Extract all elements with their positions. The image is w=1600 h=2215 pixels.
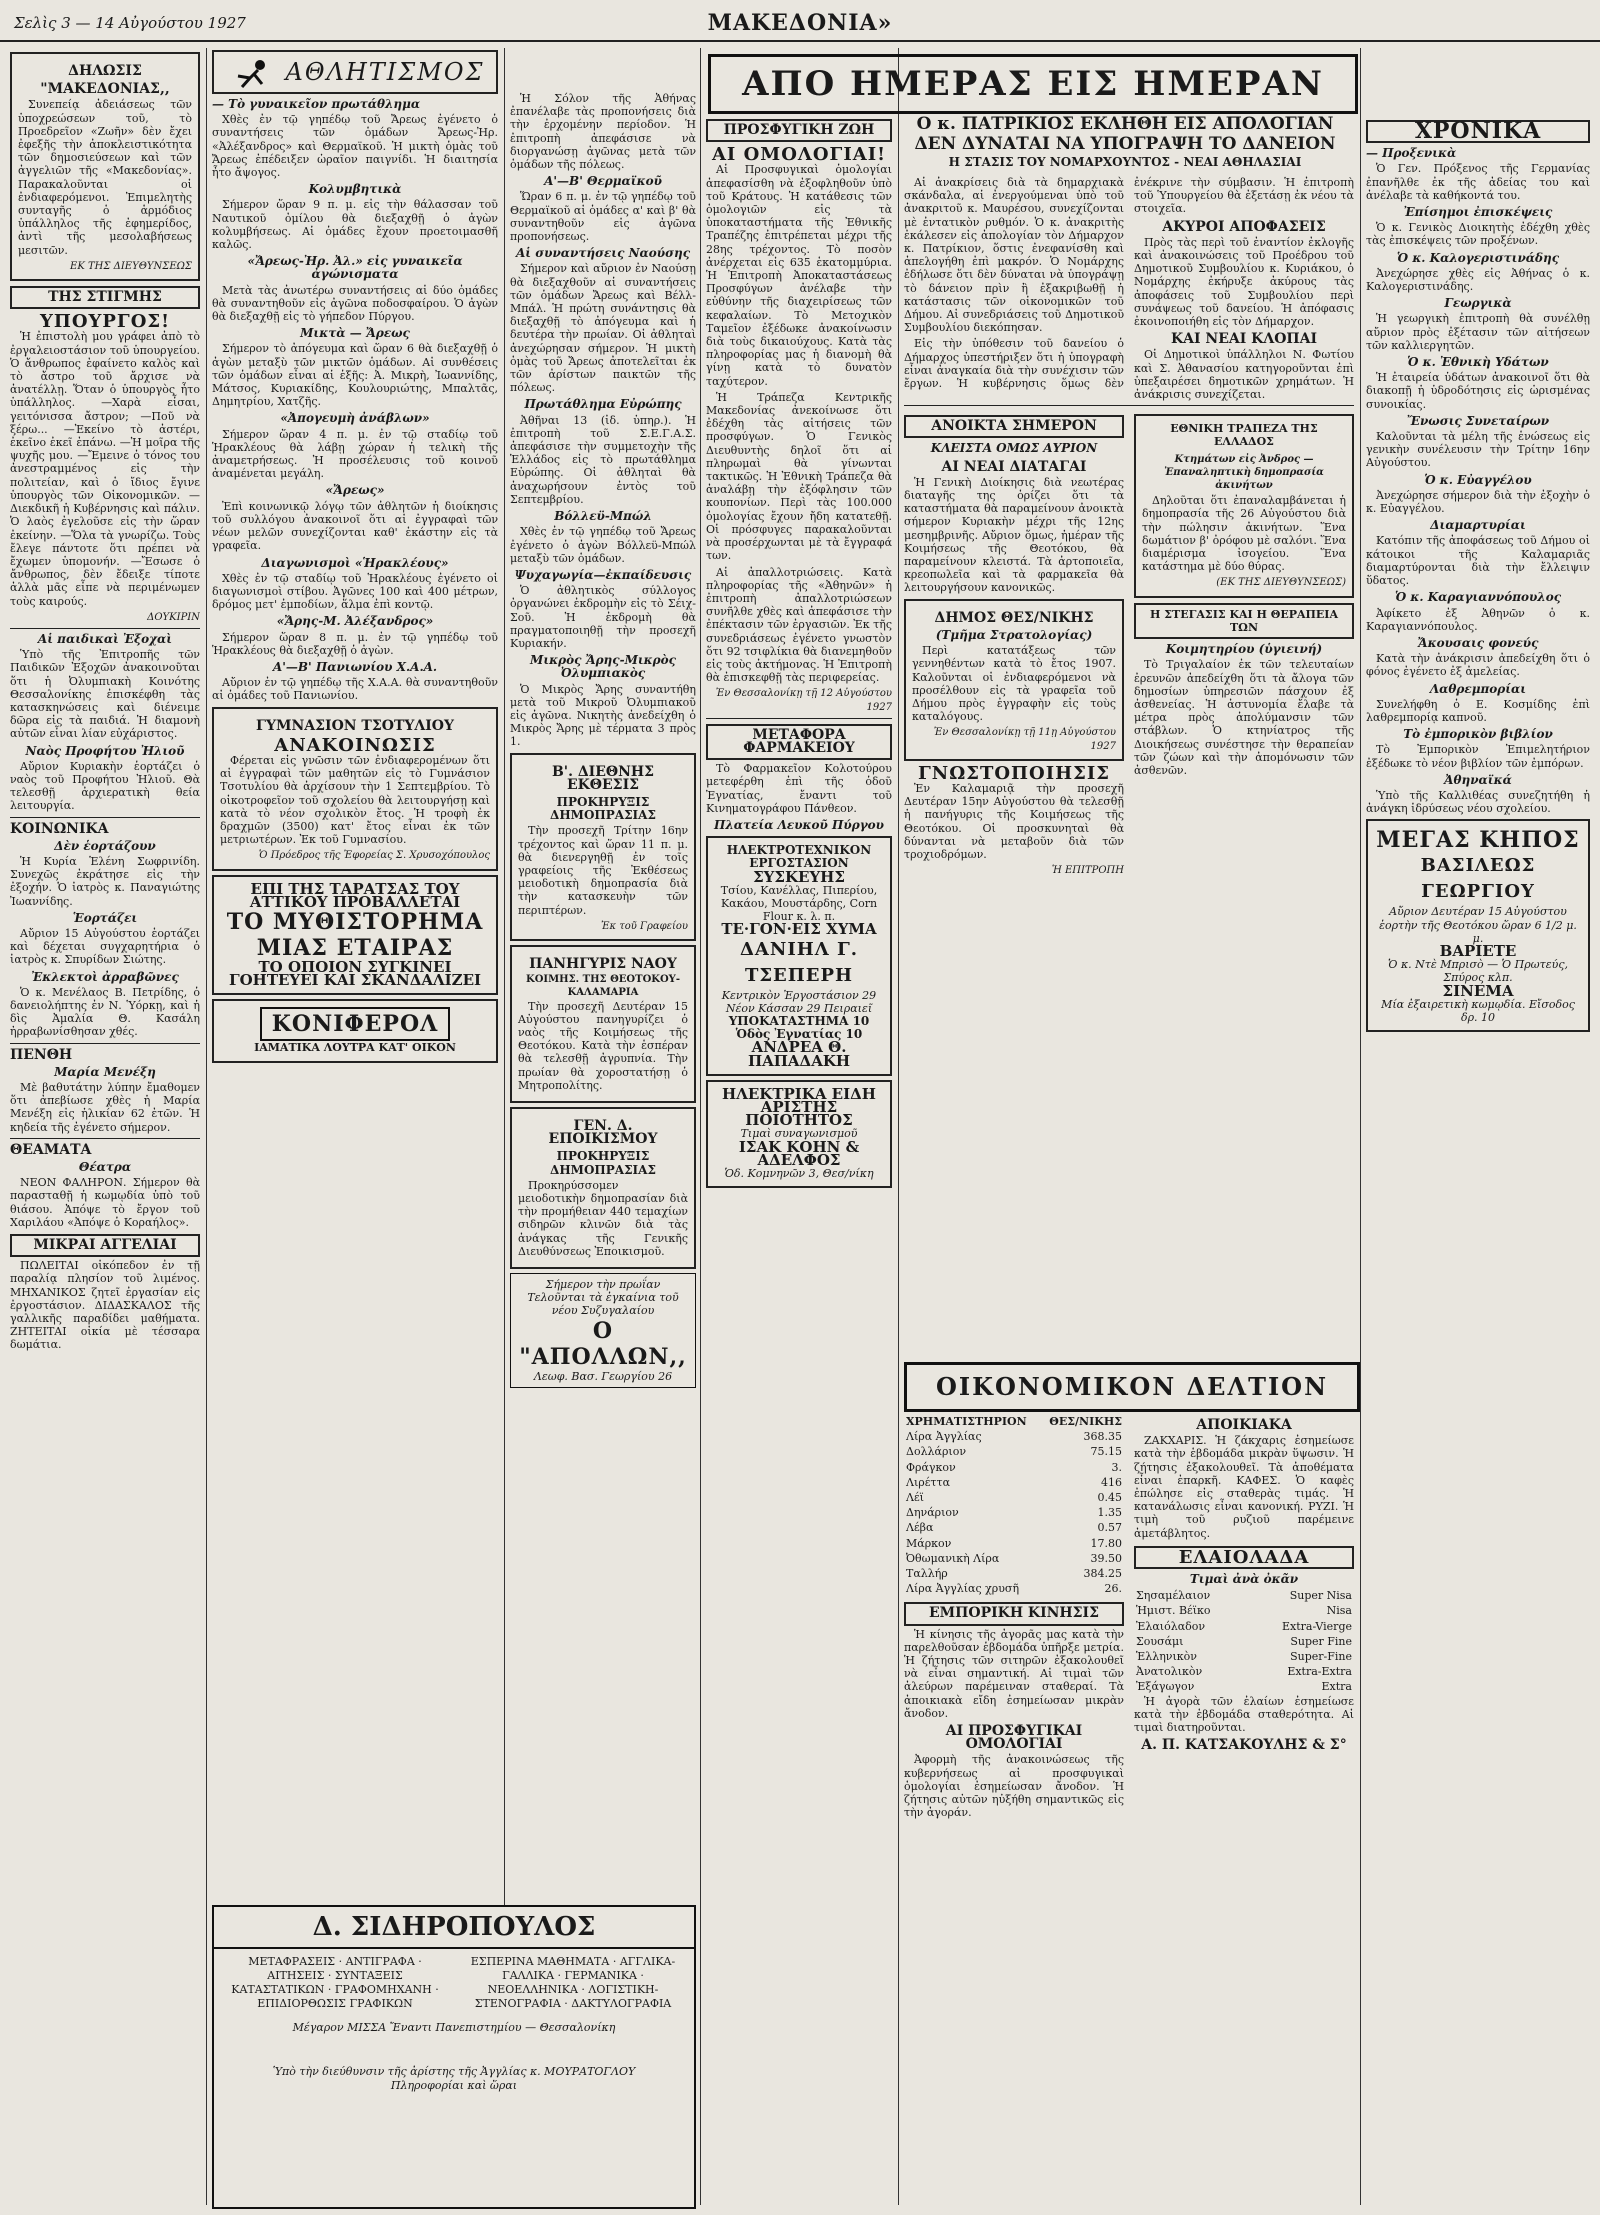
sec4-title: ΗΛΕΚΤΡΙΚΑ ΕΙΔΗ ΑΡΙΣΤΗΣ ΠΟΙΟΤΗΤΟΣ [722,1084,876,1130]
art2-head: Κολυμβητικὰ [308,182,402,197]
prosf-body: Ἀφορμὴ τῆς ἀνακοινώσεως τῆς κυβερνήσεως αἱ προσφυγικαὶ ὁμολογίαι ἐσημείωσαν ἄνοδον. Ἡ ζήτησις αὐτῶν ηὐξήθη σημαντικῶς εἰς τὴν ἀγοράν. [904,1753,1124,1820]
xron-h7: Ὁ κ. Εὐαγγέλου [1424,472,1532,487]
sec3-ad1: ΤΕ·ΓΟΝ·ΕΙΣ ΧΥΜΑ [721,920,877,939]
declaration-sub: "ΜΑΚΕΔΟΝΙΑΣ,, [40,81,170,98]
column-4 [706,114,892,2205]
xron-h1: — Προξενικὰ [1366,146,1457,161]
xron-h10: Ἄκουσαις φονεύς [1417,635,1539,650]
mikrai-head: ΜΙΚΡΑΙ ΑΓΓΕΛΙΑΙ [10,1234,200,1257]
finance-section [904,1414,1354,2205]
expo-head: ΠΡΟΚΗΡΥΞΙΣ ΔΗΜΟΠΡΑΣΙΑΣ [550,794,656,823]
bank-body: Δηλοῦται ὅτι ἐπαναλαμβάνεται ἡ δημοπρασία τῆς 26 Αὐγούστου διὰ τὴν πώλησιν ἀκινήτων. Ἕνα δωμάτιον β' ὀρόφου μὲ σαλόνι. Ἕνα διαμέρισμα ἰσογείου. Ἕνα κατάστημα μὲ δύο θύρας. [1142,494,1346,574]
lead-headlines [904,114,1346,170]
sec3-body: Τσίου, Κανέλλας, Πιπερίου, Κακάου, Μουστάρδης, Corn Flour κ. λ. π. [720,883,878,924]
xron-h13: Ἀθηναϊκά [1444,772,1512,787]
art8-head: «Ἄρης-Μ. Ἀλέξανδρος» [276,614,434,629]
oil-sig: Α. Π. ΚΑΤΣΑΚΟΥΛΗΣ & Σ° [1141,1737,1347,1754]
thea-sub: Θέατρα [78,1160,132,1175]
ad2-brand: ΚΟΝΙΦΕΡΟΛ [260,1007,450,1041]
panigyris-box [510,945,696,1103]
exchange-table [904,1414,1124,1596]
kipos-title: ΜΕΓΑΣ ΚΗΠΟΣ [1376,827,1580,854]
declaration-box [10,52,200,281]
xron-p2: Ὁ κ. Γενικὸς Διοικητὴς ἐδέχθη χθὲς τὰς ἐπισκέψεις τῶν προξένων. [1366,221,1590,248]
xron-h5: Ὁ κ. Ἐθνικὴ Υδάτων [1407,355,1549,370]
lead-body: Αἱ ἀνακρίσεις διὰ τὰ δημαρχιακὰ σκάνδαλα, αἱ ἐνεργούμεναι ὑπὸ τοῦ ἀνακριτοῦ κ. Μαυρέσου, συνεχίζονται μὲ ἐντατικὸν ρυθμόν. Ὁ κ. ἀνακριτὴς ἐκάλεσεν εἰς ἀπολογίαν τὸν Δήμαρχον κ. Πατρίκιον, ὅστις ἐνεφανίσθη καὶ ἀπελογήθη ἐπὶ μακρόν. Ὁ Νομάρχης ἐδήλωσε ὅτι δὲν δύναται νὰ ὑπογράψῃ τὸ δάνειον πρὶν ἢ ἐξακριβωθῇ ἡ κατάστασις τῶν οἰκονομικῶν τοῦ Δήμου. Αἱ συνεδριάσεις τοῦ Δημοτικοῦ Συμβουλίου διεκόπησαν. [904,176,1124,335]
oil-grade: Nisa [1326,1604,1352,1618]
apollon-top: Σήμερον τὴν πρωΐαν Τελοῦνται τὰ ἐγκαίνια τοῦ νέου Συζυγαλαίου [527,1278,679,1318]
xron-p12: Τὸ Ἐμπορικὸν Ἐπιμελητήριον ἐξέδωκε τὸ νέον βιβλίον τῶν ἐμπόρων. [1366,743,1590,770]
sid-right: ΕΣΠΕΡΙΝΑ ΜΑΘΗΜΑΤΑ · ΑΓΓΛΙΚΑ-ΓΑΛΛΙΚΑ · ΓΕΡΜΑΝΙΚΑ · ΝΕΟΕΛΛΗΝΙΚΑ · ΛΟΓΙΣΤΙΚΗ-ΣΤΕΝΟΓΡΑΦΙΑ · ΔΑΚΤΥΛΟΓΡΑΦΙΑ [470,1955,676,2010]
kaltsa-head: Αἱ παιδικαὶ Ἐξοχαὶ [37,631,173,646]
kipos-cinema: ΣΙΝΕΜΑ [1442,981,1514,1000]
col3-p5: Ὁ ἀθλητικὸς σύλλογος ὀργανώνει ἐκδρομὴν εἰς τὸ Σέιχ-Σοῦ. Ἡ ἐκδρομὴ θὰ πραγματοποιηθῇ τὴν προσεχῆ Κυριακήν. [510,584,696,650]
eid-body: Οἱ Δημοτικοὶ ὑπάλληλοι Ν. Φωτίου καὶ Σ. Ἀθανασίου κατηγοροῦνται ἐπὶ ὑπεξαιρέσει δημοτικῶν χρημάτων. Ἡ ἀνάκρισις συνεχίζεται. [1134,348,1354,402]
sec2-addr: Πλατεία Λευκοῦ Πύργου [714,817,884,832]
col3-h3: Πρωτάθλημα Εὐρώπης [524,397,682,412]
oil-row [1134,1603,1354,1618]
sec4-addr: Ὁδ. Κομνηνῶν 3, Θεσ/νίκη [724,1167,874,1181]
fx-row [904,1551,1124,1566]
fx-value: 0.45 [1097,1491,1122,1505]
art1-head: — Τὸ γυναικεῖον πρωτάθλημα [212,97,421,111]
art6-head: «Ἄρεως» [325,483,385,498]
anoikta-sub: ΚΛΕΙΣΤΑ ΟΜΩΣ ΑΥΡΙΟΝ [930,441,1098,456]
koin-sub2: Ἑορτάζει [72,910,138,925]
sec3-ad2: ΔΑΝΙΗΛ Γ. ΤΣΕΠΕΡΗ [739,938,859,986]
oil-row [1134,1619,1354,1634]
gymnasium-box [212,707,498,871]
oil-name: Ἑλληνικὸν [1136,1650,1197,1664]
fx-value: 0.57 [1097,1521,1122,1535]
apollon-name: Ο "ΑΠΟΛΛΩΝ,, [519,1317,687,1370]
column-rule [206,48,207,2205]
oil-grade: Extra-Vierge [1282,1619,1352,1633]
art3-head: «Ἄρεως-Ἠρ. Ἀλ.» εἰς γυναικεῖα ἀγώνισματα [247,254,463,282]
fx-name: Λέϊ [906,1491,924,1505]
oil-name: Σησαμέλαιον [1136,1589,1211,1603]
sec3-head: ΣΥΣΚΕΥΗΣ [753,867,845,886]
cinema-ad [212,875,498,996]
apoik-body: ΖΑΚΧΑΡΙΣ. Ἡ ζάκχαρις ἐσημείωσε κατὰ τὴν ἑβδομάδα μικρὰν ὕψωσιν. Ἡ ζήτησις ἐξακολουθεῖ. Τὰ ἀποθέματα εἶναι ἐπαρκῆ. ΚΑΦΕΣ. Ὁ καφὲς ἐπώλησε εἰς σταθερὰς τιμάς. Ἡ κατανάλωσις εἶναι κανονική. ΡΥΖΙ. Ἡ τιμὴ τοῦ ρυζιοῦ παρέμεινε ἀμετάβλητος. [1134,1434,1354,1540]
column-rule [700,48,701,2205]
oil-row [1134,1649,1354,1664]
fx-value: 75.15 [1090,1445,1122,1459]
xron-title: ΧΡΟΝΙΚΑ [1366,120,1590,143]
column-2 [212,48,498,2205]
dimos-title: ΔΗΜΟΣ ΘΕΣ/ΝΙΚΗΣ [934,609,1094,626]
fx-row [904,1581,1124,1596]
fx-value: 1.35 [1097,1506,1122,1520]
oil-name: Ἐλαιόλαδον [1136,1619,1206,1633]
kaltsa-body: Ὑπὸ τῆς Ἐπιτροπῆς τῶν Παιδικῶν Ἐξοχῶν ἀνακοινοῦται ὅτι ἡ Ὀλυμπιακὴ Κοινότης Θεσσαλονίκης ἐπισκέφθη τὰς κατασκηνώσεις καὶ διένειμε δῶρα εἰς τὰ παιδιά. Ἡ διαμονὴ αὐτῶν εἶναι λίαν εὐχάριστος. [10,648,200,741]
xron-h8: Διαμαρτυρίαι [1430,518,1526,533]
art5-body: Σήμερον ὥραν 4 π. μ. ἐν τῷ σταδίῳ τοῦ Ἡρακλέους θὰ λάβῃ χώραν ἡ τελικὴ τῆς ἀναμετρήσεως. Ἡ προσέλευσις τοῦ κοινοῦ ἀναμένεται μεγάλη. [212,427,498,481]
xron-p7: Ἀνεχώρησε σήμερον διὰ τὴν ἐξοχὴν ὁ κ. Εὐαγγέλου. [1366,488,1590,516]
ad2-sub: ΙΑΜΑΤΙΚΑ ΛΟΥΤΡΑ ΚΑΤ' ΟΙΚΟΝ [254,1041,456,1055]
stigmi-head: ΥΠΟΥΡΓΟΣ! [40,311,170,333]
electric-goods-ad [706,1080,892,1188]
fx-value: 39.50 [1090,1551,1122,1565]
column-6 [1366,114,1590,2205]
fx-name: Λίρα Ἀγγλίας χρυσῆ [906,1582,1020,1596]
penthi-body: Μὲ βαθυτάτην λύπην ἔμαθομεν ὅτι ἀπεβίωσε χθὲς ἡ Μαρία Μενέξη εἰς ἡλικίαν 62 ἐτῶν. Ἡ κηδεία τῆς ἐγένετο σήμερον. [10,1081,200,1134]
sec3-title: ΗΛΕΚΤΡΟΤΕΧΝΙΚΟΝ ΕΡΓΟΣΤΑΣΙΟΝ [726,843,872,871]
anoikta-title: ΑΝΟΙΚΤΑ ΣΗΜΕΡΟΝ [904,415,1124,438]
anoikta-head: ΑΙ ΝΕΑΙ ΔΙΑΤΑΓΑΙ [941,458,1087,475]
expo-title: Β'. ΔΙΕΘΝΗΣ ΕΚΘΕΣΙΣ [551,763,655,793]
xron-h11: Λαθρεμπορίαι [1429,681,1527,696]
kipos-sub: ΒΑΣΙΛΕΩΣ ΓΕΩΡΓΙΟΥ [1420,855,1536,903]
art7-body: Χθὲς ἐν τῷ σταδίῳ τοῦ Ἡρακλέους ἐγένετο οἱ διαγωνισμοὶ στίβου. Ἀγῶνες 100 καὶ 400 μέτρων, δρόμος μετ' ἐμποδίων, ἅλμα ἐπὶ κοντῷ. [212,571,498,612]
art5-head: «Ἀπογευμὴ ἀνάβλων» [280,411,430,426]
oil-name: Ἐξάγωγον [1136,1680,1195,1694]
bank-sig: (ΕΚ ΤΗΣ ΔΙΕΥΘΥΝΣΕΩΣ) [1216,577,1346,589]
gymn-head: ΑΝΑΚΟΙΝΩΣΙΣ [274,734,436,756]
electro-ad [706,836,892,1076]
anoikta-body: Ἡ Γενικὴ Διοίκησις διὰ νεωτέρας διαταγῆς της ὁρίζει ὅτι τὰ καταστήματα θὰ παραμείνουν ἀνοικτὰ σήμερον Κυριακὴν μέχρι τῆς 12ης μεσημβρινῆς. Αὔριον ὅμως, ἡμέραν τῆς Κοιμήσεως τῆς Θεοτόκου, θὰ παραμείνουν κλειστά. Τὰ ἀρτοποιεῖα, κρεοπωλεῖα καὶ τὰ φαρμακεῖα θὰ λειτουργήσουν κανονικῶς. [904,475,1124,595]
emp-title: ΕΜΠΟΡΙΚΗ ΚΙΝΗΣΙΣ [904,1602,1124,1625]
masthead [0,8,1600,42]
fx-value: 17.80 [1090,1536,1122,1550]
oil-row [1134,1634,1354,1649]
ad1-top: ΕΠΙ ΤΗΣ ΤΑΡΑΤΣΑΣ ΤΟΥ ΑΤΤΙΚΟΥ ΠΡΟΒΑΛΛΕΤΑΙ [249,879,461,911]
fx-row [904,1505,1124,1520]
fx-row [904,1475,1124,1490]
apollon-ad [510,1273,696,1388]
koin-sub3: Ἐκλεκτοὶ ἀρραβῶνες [31,969,179,984]
kipos-body2: Ὁ κ. Ντὲ Μπρισὸ — Ὁ Πρωτεύς, Σπύρος κλπ. [1388,958,1568,985]
sec2-body: Τὸ Φαρμακεῖον Κολοτούρου μετεφέρθη ἐπὶ τῆς ὁδοῦ Ἐγνατίας, ἔναντι τοῦ Κινηματογράφου Πάνθεον. [706,762,892,815]
fx-name: Λιρέττα [906,1475,951,1489]
art8-body: Σήμερον ὥραν 8 π. μ. ἐν τῷ γηπέδῳ τοῦ Ἡρακλέους θὰ διεξαχθῇ ὁ ἀγὼν. [212,630,498,657]
gymn-title: ΓΥΜΝΑΣΙΟΝ ΤΣΟΤΥΛΙΟΥ [256,717,454,734]
sec3-ad3: Κεντρικὸν Ἐργοστάσιον 29 Νέον Κάσσαν 29 Πειραιεῖ [721,988,877,1015]
expo-box [510,753,696,941]
xron-p3: Ἀνεχώρησε χθὲς εἰς Ἀθήνας ὁ κ. Καλογεριστινάδης. [1366,266,1590,294]
stigmi-title: ΤΗΣ ΣΤΙΓΜΗΣ [10,286,200,309]
oil-grade: Super Nisa [1289,1589,1352,1603]
fx-name: Ὀθωμανικὴ Λίρα [906,1551,1000,1565]
sid-name: Δ. ΣΙΔΗΡΟΠΟΥΛΟΣ [214,1907,694,1949]
xron-p6: Καλοῦνται τὰ μέλη τῆς ἑνώσεως εἰς γενικὴν συνέλευσιν τὴν Τρίτην 16ην Αὐγούστου. [1366,430,1590,470]
sport-title: ΑΘΛΗΤΙΣΜΟΣ [285,58,485,86]
kipos-body: Αὔριον Δευτέραν 15 Αὐγούστου ἑορτὴν τῆς Θεοτόκου ὥραν 6 1/2 μ. μ. [1379,905,1577,945]
xron-p4: Ἡ γεωργικὴ ἐπιτροπὴ θὰ συνέλθῃ αὔριον πρὸς ἐξέτασιν τῶν αἰτήσεων τῶν καλλιεργητῶν. [1366,312,1590,352]
fx-name: Λίρα Ἀγγλίας [906,1430,982,1444]
fx-name: Φράγκον [906,1460,956,1474]
expo-sig: Ἐκ τοῦ Γραφείου [600,920,688,932]
sec1-sig: Ἐν Θεσσαλονίκῃ τῇ 12 Αὐγούστου 1927 [715,688,892,713]
koin-sub1: Δὲν ἑορτάζουν [54,838,156,853]
col3-p3: Ἀθῆναι 13 (ἰδ. ὑπηρ.). Ἡ ἐπιτροπὴ τοῦ Σ.Ε.Γ.Α.Σ. ἀπεφάσισε τὴν συμμετοχὴν τῆς Ἑλλάδος εἰς τὸ πρωτάθλημα Εὐρώπης. Οἱ ἀθληταὶ θὰ ἀναχωρήσουν ἐντὸς τοῦ Σεπτεμβρίου. [510,413,696,506]
xron-p11: Συνελήφθη ὁ Ε. Κοσμίδης ἐπὶ λαθρεμπορίᾳ καπνοῦ. [1366,697,1590,724]
gnost-sig: Ἡ ΕΠΙΤΡΟΠΗ [1051,865,1124,877]
pan-head: ΚΟΙΜΗΣ. ΤΗΣ ΘΕΟΤΟΚΟΥ-ΚΑΛΑΜΑΡΙΑ [526,974,680,999]
xron-h4: Γεωργικὰ [1444,296,1512,311]
xron-h9: Ὁ κ. Καραγιαννόπουλος [1394,590,1562,605]
stigmi-sig: ΔΟΥΚΙΡΙΝ [147,611,200,623]
col3-h1: Α'—Β' Θερμαϊκοῦ [544,174,662,189]
emp-body: Ἡ κίνησις τῆς ἀγορᾶς μας κατὰ τὴν παρελθοῦσαν ἑβδομάδα ὑπῆρξε μετρία. Ἡ ζήτησις τῶν σιτηρῶν ἐξακολουθεῖ νὰ εἶναι σημαντική. Αἱ τιμαὶ τῶν ἀλεύρων παρέμειναν σταθεραί. Τὰ ἀποικιακὰ εἴδη ἐσημείωσαν μικρὰν ἄνοδον. [904,1627,1124,1720]
sec2-title: ΜΕΤΑΦΟΡΑ ΦΑΡΜΑΚΕΙΟΥ [706,724,892,760]
apoik-block [1134,1414,1354,1822]
gymn-body: Φέρεται εἰς γνῶσιν τῶν ἐνδιαφερομένων ὅτι αἱ ἐγγραφαὶ τῶν μαθητῶν εἰς τὸ Γυμνάσιον Τσοτυλίου θὰ ἀρχίσουν τὴν 1 Σεπτεμβρίου. Τὸ οἰκοτροφεῖον τοῦ σχολείου θὰ λειτουργήσῃ καὶ κατὰ τὸ νέον σχολικὸν ἔτος. Ἡ τροφὴ ἐκ δραχμῶν (3500) κατ' ἔτος εἶναι ἐκ τῶν μετριωτέρων. Ἐκ τοῦ Γυμνασίου. [220,753,490,847]
naos-head: Ναὸς Προφήτου Ἠλιοῦ [25,743,185,758]
apoik-title: ΑΠΟΙΚΙΑΚΑ [1196,1417,1292,1433]
apollon-bot: Ὑπὸ τὴν διεύθυνσιν τῆς ἀρίστης τῆς Ἀγγλίας κ. ΜΟΥΡΑΤΟΓΛΟΥ [272,2065,636,2078]
bank-sub: Κτημάτων εἰς Ἀνδρος — Ἐπαναληπτικὴ δημοπρασία ἀκινήτων [1164,453,1324,492]
col3-p2: Σήμερον καὶ αὔριον ἐν Ναούσῃ θὰ διεξαχθοῦν αἱ συναντήσεις τῶν ὁμάδων Ἄρεως καὶ Βέλλ-Μπάλ. Ἡ πρώτη συνάντησις θὰ διεξαχθῇ τὸ ἀπόγευμα καὶ ἡ δευτέρα τὴν πρωίαν. Οἱ ἀθληταὶ ἀνεχώρησαν σήμερον. Ἡ μικτὴ ὁμὰς τοῦ Ἄρεως ἀποτελεῖται ἐκ τῶν ἀρίστων παικτῶν τῆς πόλεως. [510,262,696,395]
gen-title: ΓΕΝ. Δ. ΕΠΟΙΚΙΣΜΟΥ [548,1118,658,1148]
akyroi-body: Πρὸς τὰς περὶ τοῦ ἐναντίον ἐκλογῆς καὶ ἀνακοινώσεις τοῦ Προέδρου τοῦ Δημοτικοῦ Συμβουλίου κ. Κυριάκου, ὁ Νομάρχης ἐκήρυξε ἀκύρους τὰς ἀποφάσεις τοῦ Συμβουλίου περὶ συνάψεως τοῦ δανείου. Ἡ ἀπόφασις ἐκοινοποιήθη εἰς τὸν Δήμαρχον. [1134,235,1354,329]
page-date: Σελὶς 3 — 14 Αὐγούστου 1927 [14,14,246,32]
sec1-head: ΑΙ ΟΜΟΛΟΓΙΑΙ! [711,144,887,166]
sid-left: ΜΕΤΑΦΡΑΣΕΙΣ · ΑΝΤΙΓΡΑΦΑ · ΑΙΤΗΣΕΙΣ · ΣΥΝΤΑΞΕΙΣ ΚΑΤΑΣΤΑΤΙΚΩΝ · ΓΡΑΦΟΜΗΧΑΝΗ · ΕΠΙΔΙΟΡΘΩΣΙΣ ΓΡΑΦΙΚΩΝ [231,1955,439,2010]
sport-title-box [212,50,498,94]
sidiropoulos-ad [212,1905,696,2209]
koin-body2: Αὔριον 15 Αὐγούστου ἑορτάζει καὶ δέχεται συγχαρητήρια ὁ ἰατρὸς κ. Σπυρίδων Σιώτης. [10,926,200,967]
xron-h2: Ἐπίσημοι ἐπισκέψεις [1403,205,1553,220]
fx-value: 368.35 [1083,1430,1122,1444]
column-1 [10,48,200,2205]
col3-bottom: Πληροφορίαι καὶ ὥραι [390,2079,518,2092]
fx-row [904,1444,1124,1459]
declaration-sig: ΕΚ ΤΗΣ ΔΙΕΥΘΥΝΣΕΩΣ [70,260,192,272]
chrim-col: ΘΕΣ/ΝΙΚΗΣ [1049,1415,1122,1428]
elaiolado-sub: Τιμαὶ ἀνὰ ὀκᾶν [1189,1572,1299,1587]
kipos-body3: Μία ἐξαιρετικὴ κωμῳδία. Εἴσοδος δρ. 10 [1381,997,1575,1024]
art9-head: Α'—Β' Πανιωνίου Χ.Α.Α. [272,659,438,674]
bank-title: ΕΘΝΙΚΗ ΤΡΑΠΕΖΑ ΤΗΣ ΕΛΛΑΔΟΣ [1170,422,1318,449]
prosf-title: ΑΙ ΠΡΟΣΦΥΓΙΚΑΙ ΟΜΟΛΟΓΙΑΙ [945,1723,1083,1753]
oil-name: Σουσάμι [1136,1634,1184,1648]
oil-row [1134,1679,1354,1694]
pan-body: Τὴν προσεχῆ Δευτέραν 15 Αὐγούστου πανηγυρίζει ὁ ναὸς τῆς Κοιμήσεως τῆς Θεοτόκου. Κατὰ τὴν ἑσπέραν θὰ τελεσθῇ ἀγρυπνία. Τὴν πρωίαν θὰ χοροστατήσῃ ὁ Μητροπολίτης. [518,999,688,1092]
sec1-body2: Ἡ Τράπεζα Κεντρικῆς Μακεδονίας ἀνεκοίνωσε ὅτι ἐδέχθη τὰς αἰτήσεις τῶν προσφύγων. Ὁ Γενικὸς Διευθυντὴς δηλοῖ ὅτι αἱ πληρωμαὶ θὰ γίνωνται τακτικῶς. Ἡ Ἐθνικὴ Τράπεζα θὰ ἀναλάβῃ τὴν ἐξόφλησιν τῶν κουπονίων. Περὶ τὰς 100.000 ὁμολογίας ἔχουν ἤδη κατατεθῇ. Οἱ πρόσφυγες παρακαλοῦνται νὰ προσέρχωνται μὲ τὰ ἔγγραφά των. [706,390,892,563]
xron-h6: Ἔνωσις Συνεταίρων [1406,413,1550,428]
col3-h5: Ψυχαγωγία—ἐκπαίδευσις [514,567,692,582]
fx-name: Λέβα [906,1521,934,1535]
lead-h3: Η ΣΤΑΣΙΣ ΤΟΥ ΝΟΜΑΡΧΟΥΝΤΟΣ - ΝΕΑΙ ΑΘΗΛΑΣΙΑΙ [948,155,1302,169]
sec1-title: ΠΡΟΣΦΥΓΙΚΗ ΖΩΗ [706,119,892,142]
column-rule [504,48,505,2205]
col3-p6: Ὁ Μικρὸς Ἄρης συναντήθη μετὰ τοῦ Μικροῦ Ὀλυμπιακοῦ εἰς ἀγῶνα. Νικητὴς ἀνεδείχθη ὁ Μικρὸς Ἄρης μὲ τέρματα 3 πρὸς 1. [510,682,696,749]
column-rule [898,48,899,2205]
koin-body3: Ὁ κ. Μενέλαος Β. Πετρίδης, ὁ δανειολήπτης ἐν Ν. Ὑόρκῃ, καὶ ἡ δὶς Ἀμαλία Θ. Κασάλη ἠρραβωνίσθησαν χθές. [10,985,200,1039]
lead-h1: Ο κ. ΠΑΤΡΙΚΙΟΣ ΕΚΛΗΘΗ ΕΙΣ ΑΠΟΛΟΓΙΑΝ [916,114,1334,134]
art3-body: Μετὰ τὰς ἀνωτέρω συναντήσεις αἱ δύο ὁμάδες θὰ συναντηθοῦν εἰς ἀγῶνα ποδοσφαίρου. Ὁ ἀγὼν θὰ διεξαχθῇ εἰς τὸ γήπεδον Πύργου. [212,283,498,324]
column-3 [510,48,696,1903]
ad1-bot: ΤΟ ΟΠΟΙΟΝ ΣΥΓΚΙΝΕΙ ΓΟΗΤΕΥΕΙ ΚΑΙ ΣΚΑΝΔΑΛΙΖΕΙ [228,957,482,990]
kipos-ad [1366,819,1590,1032]
paper-name: ΜΑΚΕΔΟΝΙΑ» [707,10,893,36]
declaration-title: ΔΗΛΩΣΙΣ [68,63,142,79]
thea-head: ΘΕΑΜΑΤΑ [10,1141,92,1158]
koin-body1: Ἡ Κυρία Ἑλένη Σωφρινίδη. Συνεχῶς ἐκράτησε εἰς τὴν ἐξοχήν. Ὁ ἰατρὸς κ. Παναγιώτης Ἰωαννίδης. [10,854,200,908]
art1-body: Χθὲς ἐν τῷ γηπέδῳ τοῦ Ἄρεως ἐγένετο ὁ συναντήσεις τῶν ὁμάδων Ἄρεως-Ἠρ. «Ἀλέξανδρος» καὶ Θερμαϊκοῦ. Ἡ μικτὴ ὁμὰς τοῦ Ἄρεως ἐπέδειξεν ὡραῖον παιγνίδι. Ἡ διαιτησία ἦτο ἄψογος. [212,113,498,180]
art6-body: Ἐπὶ κοινωνικῷ λόγῳ τῶν ἀθλητῶν ἡ διοίκησις τοῦ συλλόγου ἀνακοινοῖ ὅτι αἱ ἐγγραφαὶ τῶν νέων μελῶν συνεχίζονται καθ' ἑκάστην εἰς τὰ γραφεῖα. [212,499,498,553]
xron-p1: Ὁ Γεν. Πρόξενος τῆς Γερμανίας ἐπανῆλθε ἐκ τῆς ἀδείας του καὶ ἀνέλαβε τὰ καθήκοντά του. [1366,162,1590,202]
gen-box [510,1107,696,1269]
sec4-name: ΙΣΑΚ ΚΟΗΝ & ΑΔΕΛΦΟΣ [738,1137,860,1169]
oil-name: Ἀνατολικὸν [1136,1665,1203,1679]
dimos-body: Περὶ κατατάξεως τῶν γεννηθέντων κατὰ τὸ ἔτος 1907. Καλοῦνται οἱ ἐνδιαφερόμενοι νὰ προσέλθουν εἰς τὰ γραφεῖα τοῦ Δήμου πρὸς ἐγγραφὴν εἰς τοὺς καταλόγους. [912,644,1116,724]
sec3-ad4: ΥΠΟΚΑΤΑΣΤΗΜΑ 10 Ὁδὸς Ἐγνατίας 10 [728,1013,870,1042]
elaiolado-title: ΕΛΑΙΟΛΑΔΑ [1134,1546,1354,1569]
exchange-block [904,1414,1124,1822]
koniferol-ad [212,999,498,1062]
declaration-body: Συνεπείᾳ ἀδειάσεως τῶν ὑποχρεώσεων τοῦ, τὸ Προεδρεῖον «Ζωῆν» δὲν ἔχει ἐφεξῆς τὴν ἀποκλειστικότητα τῶν δημοσιεύσεων καὶ τῶν ἀγγελιῶν τῆς «Μακεδονίας». Παρακαλοῦνται οἱ ἐνδιαφερόμενοι. Ἐπιμελητὴς συνταγῆς ὁ ἁρμόδιος ὑπάλληλος τῆς ἐφημερίδος, ἀντὶ τῆς μεσολαβήσεως μεσιτῶν. [18,98,192,257]
oil-grade: Extra [1321,1680,1352,1694]
fx-row [904,1429,1124,1444]
art4-body: Σήμερον τὸ ἀπόγευμα καὶ ὥραν 6 θὰ διεξαχθῇ ὁ ἀγὼν μεταξὺ τῶν μικτῶν ὁμάδων. Αἱ συνθέσεις τῶν ὁμάδων εἶναι αἱ ἑξῆς: Ἀ. Μικρὴ, Ἰωαννίδης, Μάτσος, Κυριακίδης, Κουλουριώτης, Μπαλτᾶς, Δημητρίου, Χατζῆς. [212,342,498,409]
fx-value: 26. [1104,1582,1122,1596]
gymn-sig: Ὁ Πρόεδρος τῆς Ἐφορείας Σ. Χρυσοχόπουλος [258,850,490,862]
sec1-body: Αἱ Προσφυγικαὶ ὁμολογίαι ἀπεφασίσθη νὰ ἐξοφληθοῦν ὑπὸ τοῦ Κράτους. Ἡ κατάθεσις τῶν ὁμολογιῶν εἰς τὰ ὑποκαταστήματα τῆς Ἐθνικῆς Τραπέζης ἐπιτρέπεται μέχρι τῆς 28ης τρέχοντος. Τὸ ποσὸν ἀνέρχεται εἰς 635 ἑκατομμύρια. Ἡ Ἐπιτροπὴ Ἀποκαταστάσεως Προσφύγων ἀνέλαβε τὴν εὐθύνην τῆς διαχειρίσεως τῶν κεφαλαίων. Τὸ Μετοχικὸν Ταμεῖον ἐξέδωκε ἀνακοίνωσιν διὰ τοὺς δικαιούχους. Κατὰ τὰς πληροφορίας μας ἡ διανομὴ θὰ γίνῃ κατὰ τὸ δυνατὸν ταχύτερον. [706,163,892,388]
xron-p9: Ἀφίκετο ἐξ Ἀθηνῶν ὁ κ. Καραγιαννόπουλος. [1366,606,1590,633]
fx-name: Δολλάριον [906,1445,967,1459]
fx-row [904,1536,1124,1551]
xron-h3: Ὁ κ. Καλογεριστινάδης [1396,250,1560,265]
lead-article [904,176,1354,401]
anoikta-article [904,410,1124,877]
eid-title: ΚΑΙ ΝΕΑΙ ΚΛΟΠΑΙ [1170,331,1318,348]
chrim-head: ΧΡΗΜΑΤΙΣΤΗΡΙΟΝ [906,1415,1027,1428]
health-body: Τὸ Τριγαλαίον ἐκ τῶν τελευταίων ἐρευνῶν ἀπεδείχθη ὅτι τὰ ἄλογα τῶν δημοσίων ὑπηρεσιῶν πάσχουν ἐξ ἀσθενείας. Ἡ ἀστυνομία ἔλαβε τὰ μέτρα πρὸς ἀπολύμανσιν τῶν στάβλων. Ὁ κτηνίατρος τῆς Διοικήσεως συνέστησε τὴν θεραπείαν τῶν ζώων καὶ τὴν ἀπομόνωσιν τῶν ἀσθενῶν. [1134,658,1354,777]
penthi-sub: Μαρία Μενέξη [54,1064,156,1079]
sec3-ad5: ΑΝΔΡΕΑ Θ. ΠΑΠΑΔΑΚΗ [747,1038,851,1070]
expo-body: Τὴν προσεχῆ Τρίτην 16ην τρέχοντος καὶ ὥραν 11 π. μ. θὰ διενεργηθῇ ἐν τοῖς γραφείοις τῆς Ἐκθέσεως μειοδοτικὴ δημοπρασία διὰ τὴν κατασκευὴν τῶν περιπτέρων. [518,824,688,917]
col7-upper [1134,410,1354,877]
koin-head: ΚΟΙΝΩΝΙΚΑ [10,820,109,837]
oil-table [1134,1588,1354,1694]
oil-grade: Super Fine [1290,1634,1352,1648]
fx-value: 384.25 [1083,1567,1122,1581]
gen-head: ΠΡΟΚΗΡΥΞΙΣ ΔΗΜΟΠΡΑΣΙΑΣ [550,1149,656,1177]
gnost-body: Ἐν Καλαμαριᾷ τὴν προσεχῆ Δευτέραν 15ην Αὐγούστου θὰ τελεσθῇ ἡ πανήγυρις τῆς Κοιμήσεως τῆς Θεοτόκου. Οἱ προσκυνηταὶ θὰ δύνανται νὰ μεταβοῦν διὰ τῶν τροχιοδρόμων. [904,781,1124,861]
oil-name: Ἡμιστ. Βέϊκο [1136,1604,1211,1618]
health-title: Η ΣΤΕΓΑΣΙΣ ΚΑΙ Η ΘΕΡΑΠΕΙΑ ΤΩΝ [1134,603,1354,639]
bank-box [1134,414,1354,597]
oil-grade: Super-Fine [1290,1650,1352,1664]
col3-h6: Μικρὸς Ἄρης-Μικρὸς Ὀλυμπιακὸς [530,653,676,681]
xron-p13: Ὑπὸ τῆς Καλλιθέας συνεζητήθη ἡ ἀνάγκη ἱδρύσεως νέου σχολείου. [1366,788,1590,816]
art2-body: Σήμερον ὥραν 9 π. μ. εἰς τὴν θάλασσαν τοῦ Ναυτικοῦ ὀμίλου θὰ διεξαχθῇ ὁ ἀγὼν κολυμβήσεως. Αἱ ὁμάδες ἔχουν προετοιμασθῆ καλῶς. [212,198,498,252]
fx-value: 416 [1101,1475,1122,1489]
col3-h4: Βόλλεϋ-Μπώλ [554,509,652,524]
art9-body: Αὔριον ἐν τῷ γηπέδῳ τῆς Χ.Α.Α. θὰ συναντηθοῦν αἱ ὁμάδες τοῦ Πανιωνίου. [212,676,498,703]
oikon-title: ΟΙΚΟΝΟΜΙΚΟΝ ΔΕΛΤΙΟΝ [904,1362,1360,1412]
fx-name: Μάρκον [906,1536,952,1550]
xron-p8: Κατόπιν τῆς ἀποφάσεως τοῦ Δήμου οἱ κάτοικοι τῆς Καλαμαριᾶς διαμαρτύρονται διὰ τὴν ἔλλειψιν ὕδατος. [1366,534,1590,588]
xron-p5: Ἡ ἐταιρεία ὑδάτων ἀνακοινοῖ ὅτι θὰ διακοπῇ ἡ ὑδροδότησις εἰς ὡρισμένας συνοικίας. [1366,371,1590,411]
xron-h12: Τὸ ἐμπορικὸν βιβλίον [1403,727,1553,742]
art7-head: Διαγωνισμοὶ «Ἡρακλέους» [261,555,449,570]
fx-row [904,1520,1124,1535]
oil-grade: Extra-Extra [1287,1665,1352,1679]
dimos-box [904,599,1124,761]
dimos-sub: (Τμῆμα Στρατολογίας) [935,627,1093,642]
kipos-var: ΒΑΡΙΕΤΕ [1439,941,1517,960]
naos-body: Αὔριον Κυριακὴν ἑορτάζει ὁ ναὸς τοῦ Προφήτου Ἠλιοῦ. Θὰ τελεσθῇ ἀρχιερατικὴ θεία λειτουργία. [10,759,200,813]
lead-h2: ΔΕΝ ΔΥΝΑΤΑΙ ΝΑ ΥΠΟΓΡΑΨΗ ΤΟ ΔΑΝΕΙΟΝ [914,134,1336,154]
fx-row [904,1566,1124,1581]
col3-p4: Χθὲς ἐν τῷ γηπέδῳ τοῦ Ἄρεως ἐγένετο ὁ ἀγὼν Βόλλεϋ-Μπώλ μεταξὺ τῶν ὁμάδων. [510,525,696,565]
sec4-sub: Τιμαὶ συναγωνισμοῦ [740,1127,858,1141]
gen-body: Προκηρύσσομεν μειοδοτικὴν δημοπρασίαν διὰ τὴν προμήθειαν 440 τεμαχίων σιδηρῶν κλινῶν διὰ τὰς ἀνάγκας τῆς Γενικῆς Διευθύνσεως Ἐποικισμοῦ. [518,1178,688,1258]
stigmi-body: Ἡ ἐπιστολὴ μου γράφει ἀπὸ τὸ ἐργαλειοστάσιον τοῦ ὑπουργείου. Ὁ ἄνθρωπος ἐφαίνετο καλὸς καὶ τὸ ἄστρο τοῦ ἄρχισε νὰ ἀνατέλλῃ. Ὅταν ὁ ὑπουργὸς ἦτο ὑπάλληλος. —Χαρὰ εἶσαι, γειτόνισσα ἄστρον; —Ποῦ νὰ ξέρω... —Ἐκείνο τὸ ἀστέρι, ἐκεῖνο ἐκεῖ ἐπάνω. —Ἡ μοῖρα τῆς ψυχῆς μου. —Ἔμεινε ὁ τόνος του ἀνεστραμμένος εἰς τὴν πολιτείαν, καὶ ὁ ἴδιος ἔγινε ὑπουργὸς τῶν Οἰκονομικῶν. —Διεκδικῆ ἡ Κυβέρνησις καὶ πάλιν. Ὁ λαὸς ἐγελοῦσε εἰς τὴν ὥραν ἐκείνην. —Ὅλα τὰ γνωρίζω. Τοὺς ἔλεγε πάντοτε ὅτι πρέπει νὰ ἔχωμεν ὑπομονήν. —Ἔσωσε ὁ ἄνθρωπος, δὲν ἔδειξε τίποτε ἀλλὰ μᾶς εἶπε νὰ περιμένωμεν τοὺς καιρούς. [10,330,200,608]
fx-row [904,1460,1124,1475]
apollon-addr: Λεωφ. Βασ. Γεωργίου 26 [533,1369,673,1383]
oil-body: Ἡ ἀγορὰ τῶν ἐλαίων ἐσημείωσε κατὰ τὴν ἑβδομάδα σταθερότητα. Αἱ τιμαὶ διατηροῦνται. [1134,1694,1354,1735]
mikrai-body: ΠΩΛΕΙΤΑΙ οἰκόπεδον ἐν τῇ παραλίᾳ πλησίον τοῦ λιμένος. ΜΗΧΑΝΙΚΟΣ ζητεῖ ἐργασίαν εἰς ἐργοστάσιον. ΔΙΔΑΣΚΑΛΟΣ τῆς γαλλικῆς παραδίδει μαθήματα. ΖΗΤΕΙΤΑΙ οἰκία μὲ τέσσαρα δωμάτια. [10,1259,200,1352]
col3-p1: Ὥραν 6 π. μ. ἐν τῷ γηπέδῳ τοῦ Θερμαϊκοῦ αἱ ὁμάδες α' καὶ β' θὰ συναντηθοῦν εἰς ἀγῶνα προπονήσεως. [510,190,696,244]
art4-head: Μικτὰ — Ἄρεως [300,326,410,341]
column-rule [1360,48,1361,2205]
health-sub: Κοιμητηρίου (ὑγιεινή) [1165,642,1323,657]
sec1-body3: Αἱ ἀπαλλοτριώσεις. Κατὰ πληροφορίας τῆς «Ἀθηνῶν» ἡ ἐπιτροπὴ ἀπαλλοτριώσεων συνῆλθε χθὲς καὶ ἀπεφάσισε τὴν ἐπέκτασιν τῶν ἐργασιῶν. Ἐκ τῆς συνεδριάσεως ἐγένετο γνωστὸν ὅτι 92 τσιφλίκια θὰ διανεμηθοῦν εἰς τοὺς ἀκτήμονας. Ἡ Ἐπιτροπὴ θὰ ἐπισκεφθῇ τὰς περιφερείας. [706,565,892,685]
fx-value: 3. [1111,1460,1122,1474]
runner-icon [220,58,280,88]
penthi-head: ΠΕΝΘΗ [10,1046,73,1063]
banner: ΑΠΟ ΗΜΕΡΑΣ ΕΙΣ ΗΜΕΡΑΝ [708,54,1358,114]
oil-row [1134,1664,1354,1679]
fx-name: Δηνάριον [906,1506,959,1520]
oil-row [1134,1588,1354,1603]
fx-name: Ταλλήρ [906,1567,948,1581]
dimos-sig: Ἐν Θεσσαλονίκῃ τῇ 11ῃ Αὐγούστου 1927 [933,727,1116,752]
sid-addr: Μέγαρον ΜΙΣΣΑ Ἔναντι Πανεπιστημίου — Θεσσαλονίκη [292,2021,616,2034]
col3-body1: Ἡ Σόλον τῆς Ἀθήνας ἐπανέλαβε τὰς προπονήσεις διὰ τὴν ἐρχομένην περίοδον. Ἡ ἐπιτροπὴ ἀπεφάσισε νὰ διοργανώσῃ ἀγῶνας μετὰ τῶν ὁμάδων τῆς πόλεως. [510,92,696,172]
ad1-mid: ΤΟ ΜΥΘΙΣΤΟΡΗΜΑ ΜΙΑΣ ΕΤΑΙΡΑΣ [226,908,484,961]
pan-title: ΠΑΝΗΓΥΡΙΣ ΝΑΟΥ [529,955,677,972]
thea-body: ΝΕΟΝ ΦΑΛΗΡΟΝ. Σήμερον θὰ παρασταθῇ ἡ κωμῳδία ὑπὸ τοῦ θιάσου. Ἀπόψε τὸ ἔργον τοῦ Χαριλάου «Ἀπόψε ὁ Κοραήλος». [10,1176,200,1229]
akyroi-title: ΑΚΥΡΟΙ ΑΠΟΦΑΣΕΙΣ [1162,218,1326,235]
fx-row [904,1490,1124,1505]
gnost-title: ΓΝΩΣΤΟΠΟΙΗΣΙΣ [917,762,1111,784]
col3-h2: Αἱ συναντήσεις Ναούσης [516,246,690,261]
lead-body2: Εἰς τὴν ὑπόθεσιν τοῦ δανείου ὁ Δήμαρχος ὑπεστήριξεν ὅτι ἡ ὑπογραφὴ εἶναι ἀναγκαία διὰ τὴν συνέχισιν τῶν ἔργων. Ἡ κυβέρνησις ὅμως δὲν ἐνέκρινε τὴν σύμβασιν. Ἡ ἐπιτροπὴ τοῦ Ὑπουργείου θὰ ἐξετάσῃ ἐκ νέου τὰ στοιχεῖα. [904,176,1354,391]
column-5 [904,176,1354,1354]
xron-p10: Κατὰ τὴν ἀνάκρισιν ἀπεδείχθη ὅτι ὁ φόνος ἐγένετο ἐξ ἀμελείας. [1366,652,1590,679]
